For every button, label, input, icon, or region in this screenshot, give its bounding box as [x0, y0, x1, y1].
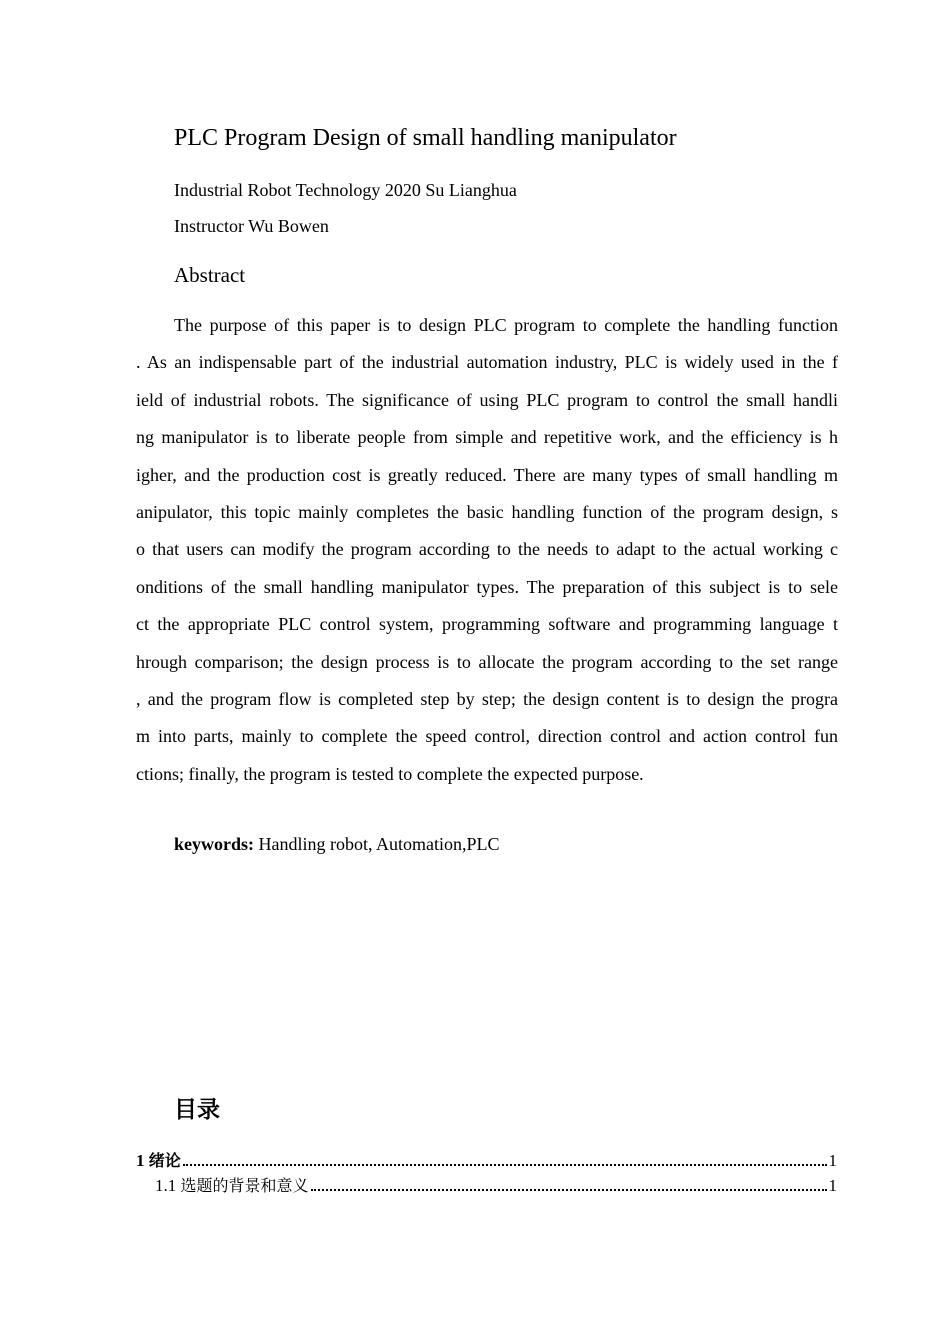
abstract-line: ctions; finally, the program is tested to complete the expected purpose.: [136, 763, 644, 784]
abstract-line: m into parts, mainly to complete the speed control, direction control and action control fun: [136, 726, 838, 747]
toc-entry-page: 1: [828, 1176, 837, 1195]
toc-entry-number: 1: [136, 1151, 149, 1170]
keywords-label: keywords:: [174, 834, 254, 854]
abstract-line: igher, and the production cost is greatly reduced. There are many types of small handling m: [136, 464, 838, 485]
toc-entry-text: 绪论: [148, 1151, 181, 1170]
toc-dot-leader: [311, 1189, 827, 1191]
abstract-line: anipulator, this topic mainly completes the basic handling function of the program design, s: [136, 501, 838, 522]
author-line: Industrial Robot Technology 2020 Su Lianghua: [174, 180, 517, 200]
instructor-line: Instructor Wu Bowen: [174, 216, 329, 236]
toc-dot-leader: [183, 1164, 827, 1166]
abstract-line: hrough comparison; the design process is to allocate the program according to the set range: [136, 651, 838, 672]
abstract-line: ct the appropriate PLC control system, programming software and programming language t: [136, 614, 838, 635]
keywords-line: [174, 832, 500, 856]
toc-entry-text: 选题的背景和意义: [180, 1176, 309, 1195]
abstract-line: The purpose of this paper is to design PLC program to complete the handling function: [174, 315, 838, 335]
toc-entry-label: [155, 1175, 309, 1197]
paper-title: PLC Program Design of small handling manipulator: [174, 125, 677, 151]
abstract-line: . As an indispensable part of the industrial automation industry, PLC is widely used in the f: [136, 352, 838, 373]
abstract-line: o that users can modify the program according to the needs to adapt to the actual working c: [136, 539, 838, 560]
toc-heading: 目录: [174, 1097, 220, 1123]
toc-entry[interactable]: [136, 1150, 837, 1172]
toc-entry-page: 1: [828, 1151, 837, 1170]
abstract-line: onditions of the small handling manipulator types. The preparation of this subject is to sele: [136, 576, 838, 597]
abstract-line: ng manipulator is to liberate people from simple and repetitive work, and the efficiency is h: [136, 427, 838, 448]
toc-entry[interactable]: [155, 1175, 837, 1197]
abstract-line: ield of industrial robots. The significance of using PLC program to control the small handli: [136, 389, 838, 410]
toc-entry-label: [136, 1150, 181, 1172]
toc-entry-number: 1.1: [155, 1176, 181, 1195]
abstract-line: , and the program flow is completed step by step; the design content is to design the progra: [136, 688, 838, 709]
keywords-value: Handling robot, Automation,PLC: [254, 834, 500, 854]
abstract-heading: Abstract: [174, 263, 246, 287]
abstract-body: [136, 310, 838, 796]
